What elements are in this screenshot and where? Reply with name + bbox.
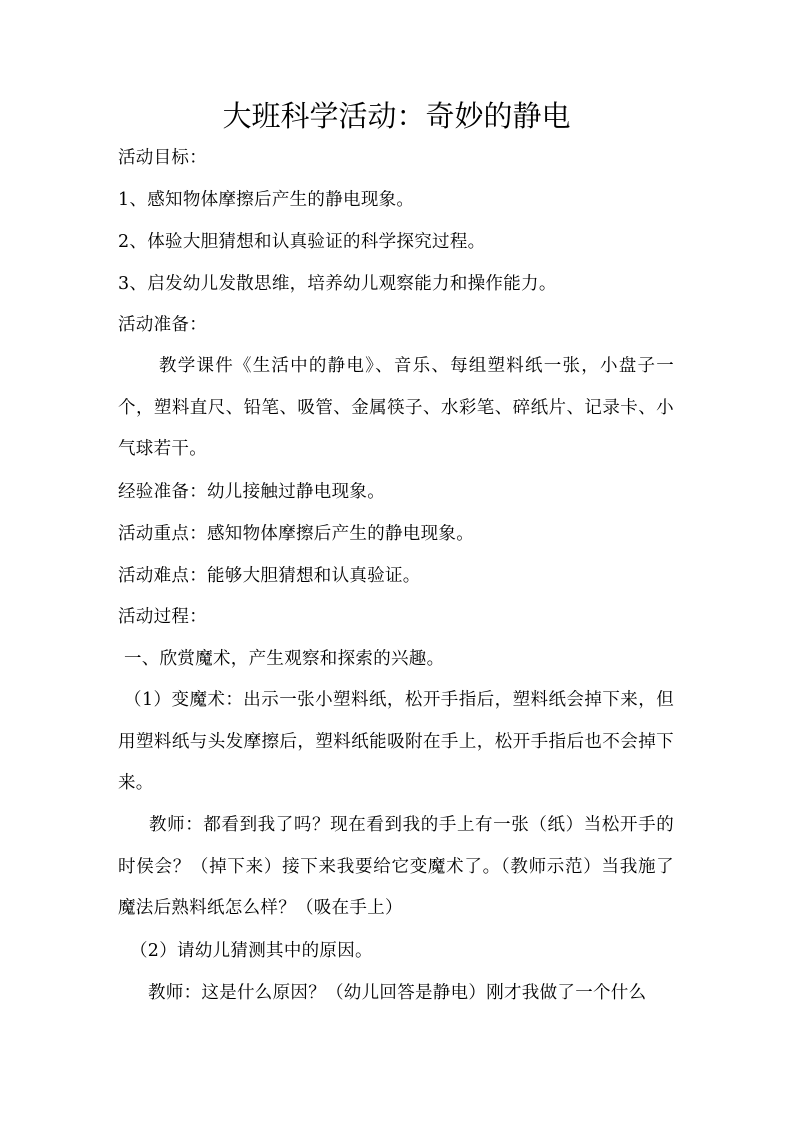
section-1-title: 一、欣赏魔术，产生观察和探索的兴趣。 bbox=[124, 649, 445, 669]
prep-heading: 活动准备： bbox=[118, 315, 207, 335]
goal-item-2: 2、体验大胆猜想和认真验证的科学探究过程。 bbox=[118, 232, 486, 252]
process-heading: 活动过程： bbox=[118, 607, 207, 627]
step-1-text: （1）变魔术：出示一张小塑料纸，松开手指后，塑料纸会掉下来，但用塑料纸与头发摩擦后，塑料纸能吸附在手上，松开手指后也不会掉下来。 bbox=[118, 690, 674, 793]
goal-item-1: 1、感知物体摩擦后产生的静电现象。 bbox=[118, 190, 415, 210]
teacher-dialog-1: 教师：都看到我了吗？现在看到我的手上有一张（纸）当松开手的时侯会？（掉下来）接下来我要给它变魔术了。（教师示范）当我施了魔法后熟料纸怎么样？（吸在手上） bbox=[118, 815, 674, 918]
key-point: 活动重点：感知物体摩擦后产生的静电现象。 bbox=[118, 524, 474, 544]
experience-prep: 经验准备：幼儿接触过静电现象。 bbox=[118, 482, 385, 502]
goals-heading: 活动目标： bbox=[118, 148, 207, 168]
prep-text: 教学课件《生活中的静电》、音乐、每组塑料纸一张，小盘子一个，塑料直尺、铅笔、吸管、金属筷子、水彩笔、碎纸片、记录卡、小气球若干。 bbox=[118, 356, 674, 459]
document-title: 大班科学活动：奇妙的静电 bbox=[222, 99, 571, 133]
step-2-text: （2）请幼儿猜测其中的原因。 bbox=[130, 941, 373, 961]
goal-item-3: 3、启发幼儿发散思维，培养幼儿观察能力和操作能力。 bbox=[118, 274, 557, 294]
teacher-dialog-2: 教师：这是什么原因？（幼儿回答是静电）刚才我做了一个什么 bbox=[148, 983, 647, 1003]
difficulty: 活动难点：能够大胆猜想和认真验证。 bbox=[118, 566, 421, 586]
